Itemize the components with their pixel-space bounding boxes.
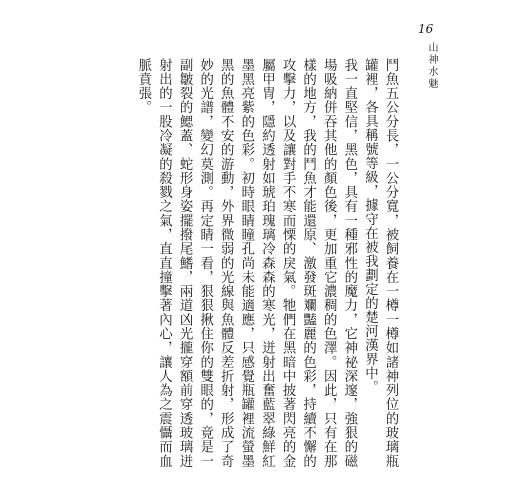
paragraph: 鬥魚五公分長，一公分寬，被飼養在一樽一樽如諸神列位的玻璃瓶罐裡，各具稱號等級，據守在被我劃定的楚河漢界中。	[362, 58, 398, 468]
body-text	[135, 58, 400, 468]
page-number: 16	[418, 22, 434, 36]
running-head: 山神水魅	[426, 42, 437, 90]
paragraph: 我一直堅信，黑色，具有一種邪性的魔力，它神祕深邃，強狠的磁場吸納併吞其他的顏色後，更加重它濃稠的色澤。因此，只有在那樣的地方，我的鬥魚才能還原、激發斑斕豔麗的色彩，持續不懈的攻擊力，以及讓對手不寒而慄的戾氣。牠們在黑暗中披著閃亮的金屬甲冑，隱約透射如琥珀瑰璃冷森森的寒光，迸射出奮藍翠綠鮮紅墨黑亮紫的色彩。初時眼睛瞳孔尚未能適應，只感覺瓶罐裡流螢墨黑的魚體不安的游動，外界微弱的光線與魚體反差折射，形成了奇妙的光譜，變幻莫測。再定睛一看，狠狠揪住你的雙眼的，竟是一副皺裂的鰓蓋、蛇形身姿擺撥尾鰭，兩道凶光攏穿額前穿透玻璃迸射出的一股冷凝的殺戮之氣，直直撞擊著內心，讓人為之震懾而血脈賁張。	[135, 58, 357, 468]
